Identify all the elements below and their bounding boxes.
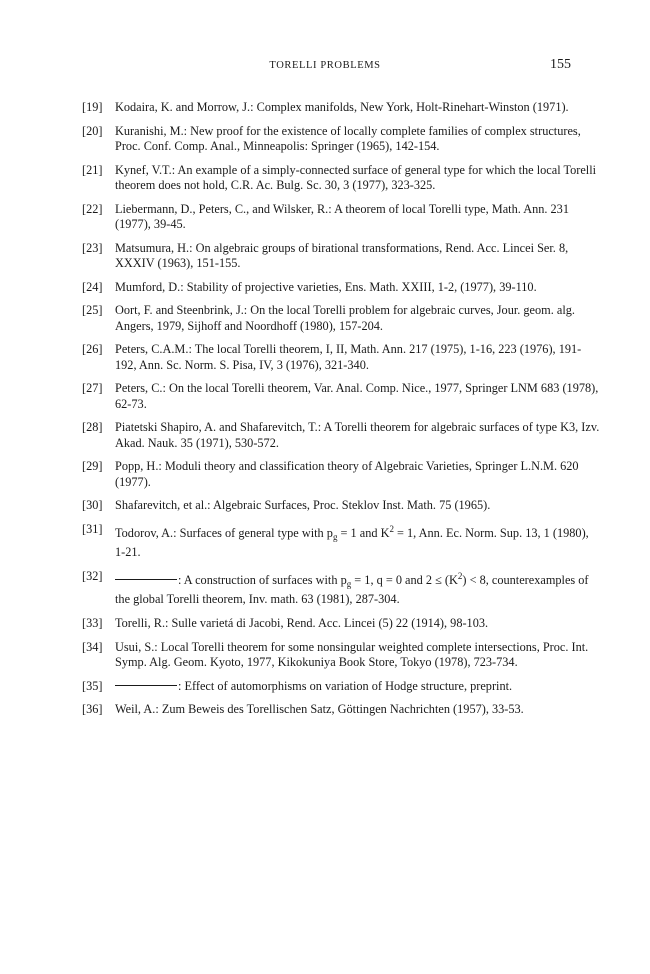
reference-text: Liebermann, D., Peters, C., and Wilsker, R.: A theorem of local Torelli type, Math. Ann. 231 (1977), 39-45. bbox=[115, 201, 569, 231]
reference-number: [20] bbox=[82, 123, 103, 138]
reference-number: [22] bbox=[82, 201, 103, 216]
reference-text: Peters, C.: On the local Torelli theorem, Var. Anal. Comp. Nice., 1977, Springer LNM 683 (1978), 62-73. bbox=[115, 381, 599, 411]
reference-text-part: Todorov, A.: Surfaces of general type with bbox=[115, 525, 327, 540]
reference-item bbox=[82, 569, 602, 608]
reference-text-part: = 1, Ann. Ec. Norm. Sup. 13, 1 (1980), 1-21. bbox=[115, 525, 589, 560]
ditto-dash bbox=[115, 579, 177, 580]
reference-item bbox=[82, 381, 602, 412]
reference-item bbox=[82, 303, 602, 334]
reference-text: Shafarevitch, et al.: Algebraic Surfaces, Proc. Steklov Inst. Math. 75 (1965). bbox=[115, 498, 491, 513]
math-superscript-2: 2 bbox=[457, 570, 463, 581]
reference-number: [25] bbox=[82, 303, 103, 318]
reference-item bbox=[82, 342, 602, 373]
reference-text bbox=[115, 523, 589, 560]
reference-text: Popp, H.: Moduli theory and classification theory of Algebraic Varieties, Springer L.N.M. 620 (1977). bbox=[115, 459, 579, 489]
reference-number: [24] bbox=[82, 279, 103, 294]
reference-text: Weil, A.: Zum Beweis des Torellischen Satz, Göttingen Nachrichten (1957), 33-53. bbox=[115, 702, 524, 717]
reference-text-part: ) < 8, counterexamples of the global Torelli theorem, Inv. math. 63 (1981), 287-304. bbox=[115, 572, 589, 607]
reference-item bbox=[82, 124, 602, 155]
reference-text-part: : A construction of surfaces with bbox=[178, 572, 341, 587]
reference-text: Matsumura, H.: On algebraic groups of birational transformations, Rend. Acc. Lincei Ser. 8, XXXIV (1963), 151-155. bbox=[115, 240, 569, 270]
reference-number: [21] bbox=[82, 162, 103, 177]
reference-number: [31] bbox=[82, 521, 103, 536]
reference-text-part: = 1, q = 0 and 2 ≤ (K bbox=[351, 572, 458, 587]
reference-number: [35] bbox=[82, 678, 103, 693]
reference-text: Torelli, R.: Sulle varietá di Jacobi, Rend. Acc. Lincei (5) 22 (1914), 98-103. bbox=[115, 615, 489, 630]
reference-number: [27] bbox=[82, 381, 103, 396]
reference-text: Peters, C.A.M.: The local Torelli theorem, I, II, Math. Ann. 217 (1975), 1-16, 223 (1976), 191-192, Ann. Sc. Norm. S. Pisa, IV, 3 (1976), 321-340. bbox=[115, 342, 582, 372]
reference-item bbox=[82, 202, 602, 233]
reference-item bbox=[82, 522, 602, 561]
page-number: 155 bbox=[550, 57, 571, 72]
reference-text: Kodaira, K. and Morrow, J.: Complex manifolds, New York, Holt-Rinehart-Winston (1971). bbox=[115, 100, 569, 114]
reference-item bbox=[82, 498, 602, 513]
reference-number: [23] bbox=[82, 240, 103, 255]
reference-number: [32] bbox=[82, 568, 103, 583]
math-p: p bbox=[326, 525, 333, 540]
reference-text: Oort, F. and Steenbrink, J.: On the local Torelli problem for algebraic curves, Jour. geom. alg. Angers, 1979, Sijhoff and Noordhoff (1980), 157-204. bbox=[115, 303, 575, 333]
reference-text bbox=[115, 570, 589, 607]
math-subscript-g: g bbox=[346, 578, 352, 589]
reference-item bbox=[82, 679, 602, 694]
reference-text bbox=[115, 679, 512, 693]
reference-number: [34] bbox=[82, 639, 103, 654]
reference-text: Kynef, V.T.: An example of a simply-connected surface of general type for which the local Torelli theorem does not hold, C.R. Ac. Bulg. Sc. 30, 3 (1977), 323-325. bbox=[115, 162, 597, 192]
reference-item bbox=[82, 702, 602, 717]
reference-number: [28] bbox=[82, 420, 103, 435]
reference-item bbox=[82, 459, 602, 490]
math-superscript-2: 2 bbox=[389, 523, 394, 534]
reference-number: [36] bbox=[82, 702, 103, 717]
reference-item bbox=[82, 616, 602, 631]
reference-number: [30] bbox=[82, 498, 103, 513]
reference-list bbox=[82, 100, 602, 726]
reference-number: [19] bbox=[82, 100, 103, 114]
math-subscript-g: g bbox=[332, 531, 338, 542]
reference-number: [33] bbox=[82, 615, 103, 630]
page-header bbox=[0, 57, 650, 77]
reference-text-part: : Effect of automorphisms on variation of Hodge structure, preprint. bbox=[178, 678, 513, 693]
reference-item bbox=[82, 640, 602, 671]
reference-text: Kuranishi, M.: New proof for the existence of locally complete families of complex structures, Proc. Conf. Comp. Anal., Minneapolis: Springer (1965), 142-154. bbox=[115, 123, 581, 153]
reference-item bbox=[82, 280, 602, 295]
ditto-dash bbox=[115, 685, 177, 686]
reference-number: [29] bbox=[82, 459, 103, 474]
reference-text: Piatetski Shapiro, A. and Shafarevitch, T.: A Torelli theorem for algebraic surfaces of type K3, Izv. Akad. Nauk. 35 (1971), 530-572. bbox=[115, 420, 600, 450]
reference-item bbox=[82, 100, 602, 115]
reference-text: Usui, S.: Local Torelli theorem for some nonsingular weighted complete intersections, Proc. Int. Symp. Alg. Geom. Kyoto, 1977, Kikokuniya Book Store, Tokyo (1978), 723-734. bbox=[115, 639, 589, 669]
reference-item bbox=[82, 420, 602, 451]
reference-text: Mumford, D.: Stability of projective varieties, Ens. Math. XXIII, 1-2, (1977), 39-110. bbox=[115, 279, 537, 294]
reference-number: [26] bbox=[82, 342, 103, 357]
running-head: TORELLI PROBLEMS bbox=[269, 60, 381, 71]
reference-item bbox=[82, 241, 602, 272]
reference-text-part: = 1 and K bbox=[337, 525, 390, 540]
reference-item bbox=[82, 163, 602, 194]
math-p: p bbox=[340, 572, 347, 587]
